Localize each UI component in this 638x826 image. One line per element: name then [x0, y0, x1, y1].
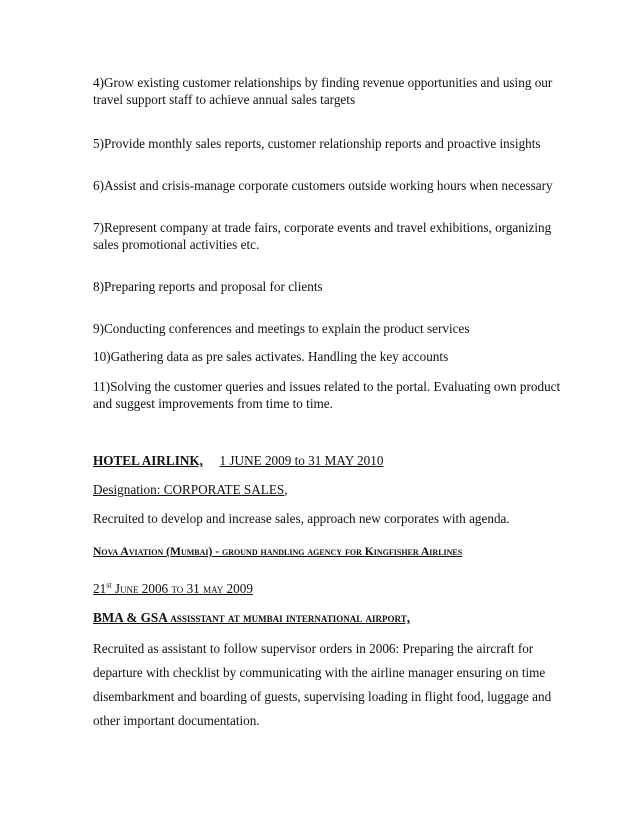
job2-description-line-3: disembarkment and boarding of guests, supervising loading in flight food, luggage and [93, 689, 552, 704]
job2-date-year-1: 2006 [141, 581, 169, 596]
duty-4-line-2: travel support staff to achieve annual sales targets [93, 92, 356, 107]
duty-11-line-2: and suggest improvements from time to time. [93, 396, 333, 411]
job2-dates [93, 580, 253, 598]
job1-designation: Designation: CORPORATE SALES [93, 482, 285, 497]
job2-role-rest: assisstant at mumbai international airport, [170, 610, 411, 625]
duty-4-line-1: 4)Grow existing customer relationships by finding revenue opportunities and using our [93, 75, 553, 90]
job2-date-day: 21 [93, 581, 107, 596]
job2-company: Nova Aviation (Mumbai) - ground handling agency for Kingfisher Airlines [93, 545, 463, 558]
duty-8: 8)Preparing reports and proposal for clients [93, 279, 323, 294]
duty-7-line-1: 7)Represent company at trade fairs, corporate events and travel exhibitions, organizing [93, 220, 552, 235]
duty-6: 6)Assist and crisis-manage corporate customers outside working hours when necessary [93, 178, 553, 193]
duty-5: 5)Provide monthly sales reports, customer relationship reports and proactive insights [93, 136, 541, 151]
job2-date-sup: st [106, 580, 112, 590]
job2-role [93, 609, 410, 627]
job2-description-line-1: Recruited as assistant to follow supervisor orders in 2006: Preparing the aircraft for [93, 641, 534, 656]
job1-company: HOTEL AIRLINK, [93, 453, 203, 468]
duty-10: 10)Gathering data as pre sales activates. Handling the key accounts [93, 349, 449, 364]
job1-summary: Recruited to develop and increase sales, approach new corporates with agenda. [93, 511, 510, 526]
job2-date-month-2: may [203, 581, 224, 596]
job1-heading [93, 452, 383, 470]
job2-role-main: BMA & GSA [93, 610, 168, 625]
job1-designation-end: , [284, 482, 288, 497]
duty-11-line-1: 11)Solving the customer queries and issues related to the portal. Evaluating own product [93, 379, 561, 394]
job2-date-month-1: June [114, 581, 139, 596]
job2-date-day-2: 31 [186, 581, 200, 596]
duty-9: 9)Conducting conferences and meetings to explain the product services [93, 321, 470, 336]
job1-designation-line [93, 481, 288, 499]
job1-dates: 1 JUNE 2009 to 31 MAY 2010 [219, 453, 384, 468]
job2-description-line-2: departure with checklist by communicating with the airline manager ensuring on time [93, 665, 546, 680]
job2-date-year-2: 2009 [226, 581, 253, 596]
duty-7-line-2: sales promotional activities etc. [93, 237, 260, 252]
job2-date-to: to [171, 581, 184, 596]
job2-description-line-4: other important documentation. [93, 713, 260, 728]
